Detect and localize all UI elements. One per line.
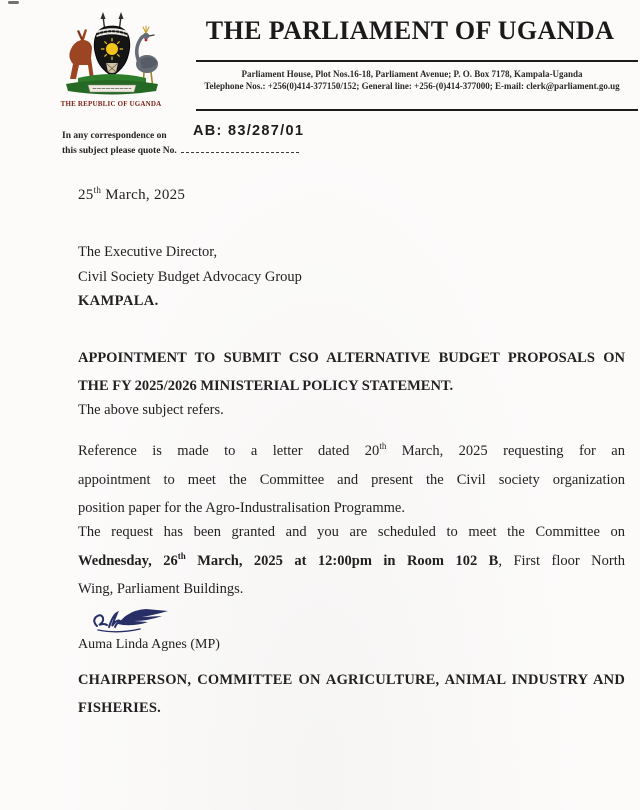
paragraph-granted-line-1: The request has been granted and you are scheduled to meet the Committee on bbox=[78, 524, 625, 540]
letterhead-rule-bottom bbox=[196, 109, 638, 111]
date-ordinal: th bbox=[93, 185, 102, 195]
meeting-date-b: March, 2025 at 12:00pm in Room 102 B bbox=[185, 552, 499, 569]
subject-heading bbox=[78, 344, 625, 400]
recipient-line-2: Civil Society Budget Advocacy Group bbox=[78, 268, 302, 285]
paragraph-reference-line-3: position paper for the Agro-Industralisation Programme. bbox=[78, 500, 405, 516]
ref-para-text-b: March, 2025 requesting for an bbox=[386, 443, 625, 459]
date-day: 25 bbox=[78, 187, 94, 203]
paragraph-reference-line-2: appointment to meet the Committee and present the Civil society organization bbox=[78, 471, 625, 488]
reference-note-line-2 bbox=[62, 144, 352, 159]
quote-number-dashed-line bbox=[181, 144, 299, 153]
subject-refers-line: The above subject refers. bbox=[78, 402, 224, 418]
paragraph-granted bbox=[78, 518, 625, 604]
date-month-year: March, 2025 bbox=[101, 187, 186, 203]
subject-line-2: THE FY 2025/2026 MINISTERIAL POLICY STATEMENT. bbox=[78, 378, 454, 394]
paragraph-reference bbox=[78, 437, 625, 523]
signatory-title-line-1: CHAIRPERSON, COMMITTEE ON AGRICULTURE, ANIMAL INDUSTRY AND bbox=[78, 672, 625, 688]
signatory-name: Auma Linda Agnes (MP) bbox=[78, 637, 220, 652]
signature-scribble-icon bbox=[90, 604, 174, 638]
letterhead-rule-top bbox=[196, 60, 638, 62]
address-line-1: Parliament House, Plot Nos.16-18, Parliament Avenue; P. O. Box 7178, Kampala-Uganda bbox=[241, 69, 583, 79]
signatory-title bbox=[78, 666, 625, 722]
meeting-date-ordinal: th bbox=[177, 550, 186, 561]
reference-note-text: this subject please quote No. bbox=[62, 146, 177, 156]
paragraph-granted-line-3: Wing, Parliament Buildings. bbox=[78, 581, 244, 597]
coat-of-arms bbox=[54, 12, 168, 108]
paragraph-reference-line-1 bbox=[78, 437, 625, 466]
paragraph-granted-line-2 bbox=[78, 547, 625, 576]
reference-number: AB: 83/287/01 bbox=[193, 123, 305, 139]
ref-para-ordinal: th bbox=[379, 441, 387, 452]
address-line-2: Telephone Nos.: +256(0)414-377150/152; General line: +256-(0)414-377000; E-mail: clerk@parliament.go.ug bbox=[204, 80, 620, 91]
meeting-location-rest: , First floor North bbox=[498, 552, 626, 569]
scan-artifact bbox=[8, 1, 19, 4]
crest-caption: THE REPUBLIC OF UGANDA bbox=[60, 100, 162, 108]
uganda-coat-of-arms-icon bbox=[58, 12, 164, 98]
recipient-city: KAMPALA. bbox=[78, 293, 159, 309]
ref-para-text-a: Reference is made to a letter dated 20 bbox=[78, 443, 380, 459]
recipient-block bbox=[78, 240, 302, 314]
letterhead-title: THE PARLIAMENT OF UGANDA bbox=[205, 16, 615, 45]
letter-date bbox=[78, 187, 185, 204]
signatory-title-line-2: FISHERIES. bbox=[78, 700, 161, 716]
letterhead-address bbox=[186, 69, 638, 92]
subject-line-1: APPOINTMENT TO SUBMIT CSO ALTERNATIVE BUDGET PROPOSALS ON bbox=[78, 350, 625, 366]
meeting-date-a: Wednesday, 26 bbox=[78, 552, 178, 569]
reference-note-line-1: In any correspondence on bbox=[62, 131, 167, 141]
recipient-line-1: The Executive Director, bbox=[78, 244, 218, 260]
meeting-datetime-bold bbox=[78, 550, 499, 569]
